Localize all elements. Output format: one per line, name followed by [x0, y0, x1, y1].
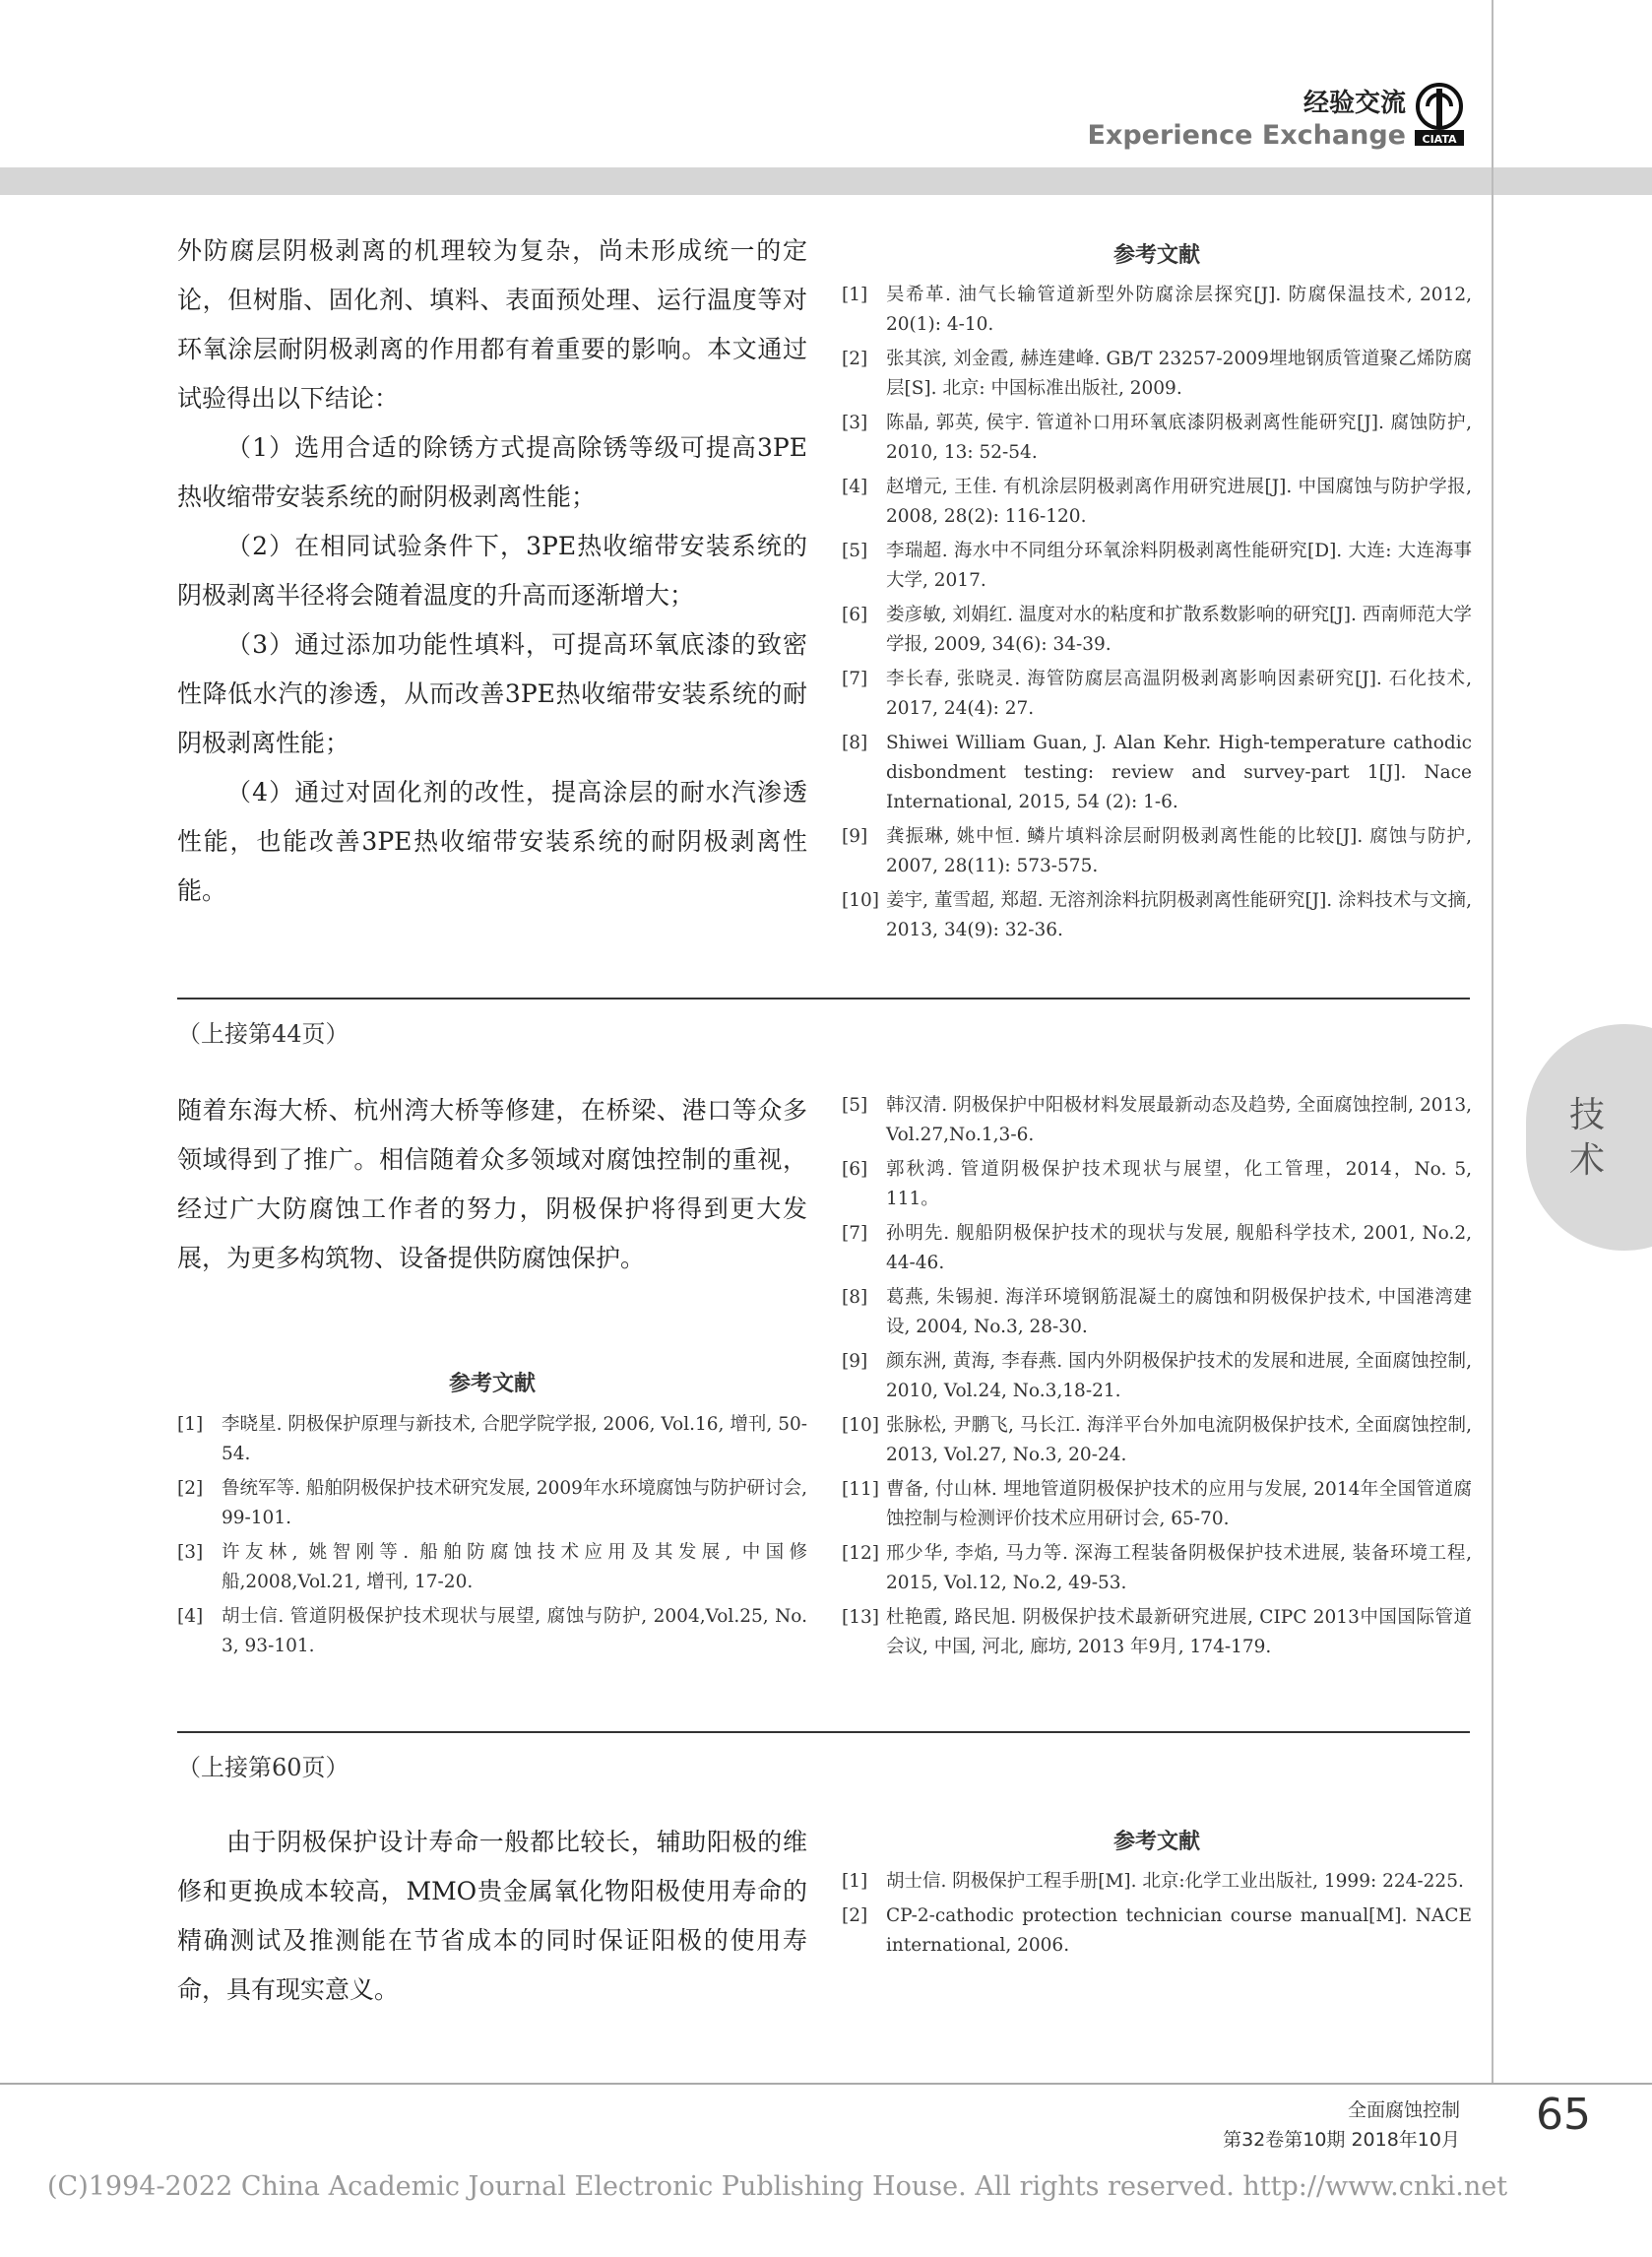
reference-item — [842, 1902, 1472, 1961]
section-title-cn: 经验交流 — [1303, 89, 1406, 118]
reference-number: [2] — [842, 349, 868, 369]
reference-text: 李长春, 张晓灵. 海管防腐层高温阴极剥离影响因素研究[J]. 石化技术, 2017, 24(4): 27. — [886, 669, 1472, 719]
reference-number: [5] — [842, 1095, 868, 1116]
reference-text: 张脉松, 尹鹏飞, 马长江. 海洋平台外加电流阴极保护技术, 全面腐蚀控制, 2013, Vol.27, No.3, 20-24. — [886, 1415, 1472, 1465]
reference-number: [3] — [842, 413, 868, 433]
reference-number: [7] — [842, 669, 868, 689]
reference-item — [842, 1603, 1472, 1662]
reference-text: 胡士信. 管道阴极保护技术现状与展望, 腐蚀与防护, 2004,Vol.25, No. 3, 93-101. — [222, 1606, 807, 1656]
reference-item — [842, 1475, 1472, 1534]
continued-note: （上接第44页） — [177, 1020, 349, 1048]
reference-text: 吴希革. 油气长输管道新型外防腐涂层探究[J]. 防腐保温技术, 2012, 20(1): 4-10. — [886, 285, 1472, 335]
reference-text: 韩汉清. 阴极保护中阳极材料发展最新动态及趋势, 全面腐蚀控制, 2013, Vol.27,No.1,3-6. — [886, 1095, 1472, 1145]
reference-number: [6] — [842, 605, 868, 625]
paragraph: （3）通过添加功能性填料，可提高环氧底漆的致密性降低水汽的渗透，从而改善3PE热收缩带安装系统的耐阴极剥离性能； — [177, 630, 807, 757]
reference-number: [3] — [177, 1542, 204, 1563]
references-list — [842, 1867, 1472, 1966]
reference-text: 赵增元, 王佳. 有机涂层阴极剥离作用研究进展[J]. 中国腐蚀与防护学报, 2008, 28(2): 116-120. — [886, 477, 1472, 527]
reference-item — [842, 1867, 1472, 1897]
reference-item — [842, 345, 1472, 404]
reference-number: [1] — [842, 285, 868, 305]
journal-issue: 第32卷第10期 2018年10月 — [1223, 2129, 1460, 2151]
reference-number: [9] — [842, 826, 868, 847]
reference-number: [2] — [842, 1905, 868, 1926]
references-heading: 参考文献 — [448, 1371, 536, 1396]
reference-number: [10] — [842, 890, 879, 911]
margin-rule — [1492, 0, 1493, 2083]
paragraph: 外防腐层阴极剥离的机理较为复杂，尚未形成统一的定论，但树脂、固化剂、填料、表面预处理、运行温度等对环氧涂层耐阴极剥离的作用都有着重要的影响。本文通过试验得出以下结论： — [177, 236, 807, 413]
references-heading: 参考文献 — [1112, 1829, 1200, 1854]
reference-number: [8] — [842, 733, 868, 753]
reference-text: 鲁统军等. 船舶阴极保护技术研究发展, 2009年水环境腐蚀与防护研讨会, 99-101. — [222, 1478, 807, 1528]
reference-number: [1] — [177, 1414, 204, 1435]
references-list — [842, 1091, 1472, 1667]
references-list — [842, 281, 1472, 950]
references-list — [177, 1410, 807, 1666]
reference-number: [4] — [842, 477, 868, 497]
reference-item — [177, 1474, 807, 1533]
paragraph: 随着东海大桥、杭州湾大桥等修建，在桥梁、港口等众多领域得到了推广。相信随着众多领域对腐蚀控制的重视，经过广大防腐蚀工作者的努力，阴极保护将得到更大发展，为更多构筑物、设备提供防腐蚀保护。 — [177, 1096, 807, 1272]
paragraph: 由于阴极保护设计寿命一般都比较长，辅助阳极的维修和更换成本较高，MMO贵金属氧化物阳极使用寿命的精确测试及推测能在节省成本的同时保证阳极的使用寿命，具有现实意义。 — [177, 1828, 807, 2004]
logo-text: CIATA — [1422, 133, 1457, 146]
reference-item — [177, 1538, 807, 1597]
reference-text: 陈晶, 郭英, 侯宇. 管道补口用环氧底漆阴极剥离性能研究[J]. 腐蚀防护, 2010, 13: 52-54. — [886, 413, 1472, 463]
reference-number: [6] — [842, 1159, 868, 1180]
reference-text: 张其滨, 刘金霞, 赫连建峰. GB/T 23257-2009埋地钢质管道聚乙烯防腐层[S]. 北京: 中国标准出版社, 2009. — [886, 349, 1472, 399]
reference-text: 郭秋鸿. 管道阴极保护技术现状与展望，化工管理，2014，No. 5, 111。 — [886, 1159, 1472, 1209]
reference-text: 邢少华, 李焰, 马力等. 深海工程装备阴极保护技术进展, 装备环境工程, 2015, Vol.12, No.2, 49-53. — [886, 1543, 1472, 1593]
reference-number: [11] — [842, 1479, 879, 1500]
reference-text: CP-2-cathodic protection technician course manual[M]. NACE international, 2006. — [886, 1905, 1472, 1956]
reference-item — [842, 409, 1472, 468]
reference-number: [4] — [177, 1606, 204, 1627]
references-heading: 参考文献 — [1112, 242, 1200, 268]
reference-item — [842, 1091, 1472, 1150]
journal-info — [1223, 2096, 1460, 2155]
reference-item — [842, 665, 1472, 724]
reference-text: 姜宇, 董雪超, 郑超. 无溶剂涂料抗阴极剥离性能研究[J]. 涂料技术与文摘, 2013, 34(9): 32-36. — [886, 890, 1472, 940]
reference-text: 葛燕, 朱锡昶. 海洋环境钢筋混凝土的腐蚀和阴极保护技术, 中国港湾建设, 2004, No.3, 28-30. — [886, 1287, 1472, 1337]
copyright-notice: (C)1994-2022 China Academic Journal Electronic Publishing House. All rights reserved. http://www.cnki.net — [47, 2171, 1508, 2202]
paragraph: （2）在相同试验条件下，3PE热收缩带安装系统的阴极剥离半径将会随着温度的升高而逐渐增大； — [177, 532, 807, 610]
reference-item — [842, 886, 1472, 945]
reference-item — [842, 1539, 1472, 1598]
reference-number: [5] — [842, 541, 868, 561]
reference-item — [842, 1347, 1472, 1406]
body-text — [177, 1818, 807, 2015]
section-divider — [177, 998, 1470, 1000]
reference-number: [8] — [842, 1287, 868, 1308]
reference-number: [13] — [842, 1607, 879, 1628]
body-text — [177, 1086, 807, 1283]
reference-item — [177, 1410, 807, 1469]
ciata-logo-icon — [1415, 81, 1464, 148]
reference-text: 胡士信. 阴极保护工程手册[M]. 北京:化学工业出版社, 1999: 224-225. — [886, 1871, 1464, 1892]
header-bar — [0, 167, 1652, 195]
reference-number: [7] — [842, 1223, 868, 1244]
reference-text: 龚振琳, 姚中恒. 鳞片填料涂层耐阴极剥离性能的比较[J]. 腐蚀与防护, 2007, 28(11): 573-575. — [886, 826, 1472, 876]
reference-number: [1] — [842, 1871, 868, 1892]
reference-item — [842, 1219, 1472, 1278]
reference-number: [12] — [842, 1543, 879, 1564]
page-number: 65 — [1536, 2090, 1591, 2140]
reference-number: [10] — [842, 1415, 879, 1436]
reference-item — [177, 1602, 807, 1661]
reference-item — [842, 281, 1472, 340]
reference-text: 许友林, 姚智刚等. 船舶防腐蚀技术应用及其发展, 中国修船,2008,Vol.21, 增刊, 17-20. — [222, 1542, 807, 1592]
reference-item — [842, 1155, 1472, 1214]
reference-item — [842, 822, 1472, 881]
reference-item — [842, 473, 1472, 532]
reference-item — [842, 1283, 1472, 1342]
footer-rule — [0, 2083, 1652, 2085]
section-divider — [177, 1731, 1470, 1733]
reference-text: Shiwei William Guan, J. Alan Kehr. High-temperature cathodic disbondment testing: review and survey-part 1[J]. Nace International, 2015, 54 (2): 1-6. — [886, 733, 1472, 812]
reference-item — [842, 1411, 1472, 1470]
journal-name: 全面腐蚀控制 — [1347, 2099, 1460, 2121]
continued-note: （上接第60页） — [177, 1754, 349, 1781]
reference-text: 杜艳霞, 路民旭. 阴极保护技术最新研究进展, CIPC 2013中国国际管道会议, 中国, 河北, 廊坊, 2013 年9月, 174-179. — [886, 1607, 1472, 1657]
reference-item — [842, 729, 1472, 817]
reference-text: 李瑞超. 海水中不同组分环氧涂料阴极剥离性能研究[D]. 大连: 大连海事大学, 2017. — [886, 541, 1472, 591]
reference-text: 李晓星. 阴极保护原理与新技术, 合肥学院学报, 2006, Vol.16, 增刊, 50-54. — [222, 1414, 807, 1464]
reference-text: 娄彦敏, 刘娟红. 温度对水的粘度和扩散系数影响的研究[J]. 西南师范大学学报, 2009, 34(6): 34-39. — [886, 605, 1472, 655]
reference-item — [842, 537, 1472, 596]
reference-text: 曹备, 付山林. 埋地管道阴极保护技术的应用与发展, 2014年全国管道腐蚀控制与检测评价技术应用研讨会, 65-70. — [886, 1479, 1472, 1529]
side-tab-label: 技 术 — [1568, 1095, 1605, 1181]
reference-number: [9] — [842, 1351, 868, 1372]
reference-item — [842, 601, 1472, 660]
paragraph: （4）通过对固化剂的改性，提高涂层的耐水汽渗透性能，也能改善3PE热收缩带安装系统的耐阴极剥离性能。 — [177, 778, 807, 905]
section-title-en: Experience Exchange — [1087, 120, 1406, 151]
reference-text: 孙明先. 舰船阴极保护技术的现状与发展, 舰船科学技术, 2001, No.2, 44-46. — [886, 1223, 1472, 1273]
conclusion-text — [177, 226, 807, 916]
paragraph: （1）选用合适的除锈方式提高除锈等级可提高3PE热收缩带安装系统的耐阴极剥离性能； — [177, 433, 807, 511]
reference-number: [2] — [177, 1478, 204, 1499]
reference-text: 颜东洲, 黄海, 李春燕. 国内外阴极保护技术的发展和进展, 全面腐蚀控制, 2010, Vol.24, No.3,18-21. — [886, 1351, 1472, 1401]
section-side-tab — [1526, 1024, 1652, 1251]
